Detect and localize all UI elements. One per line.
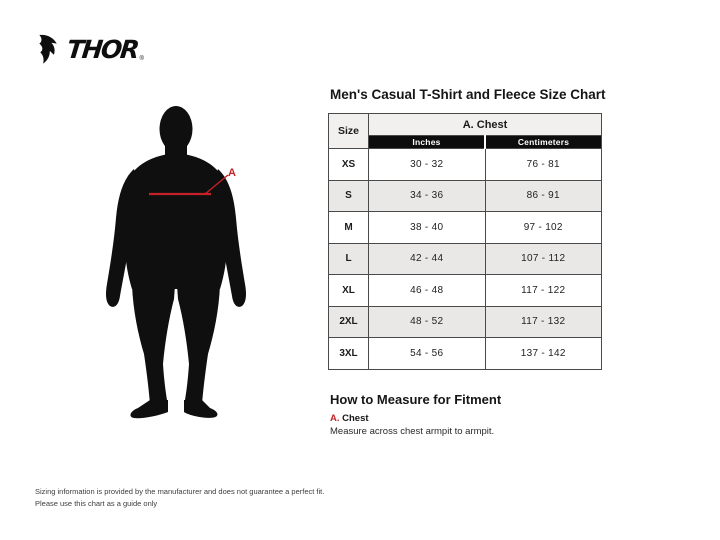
inches-cell: 34 - 36 — [369, 180, 486, 212]
cm-cell: 76 - 81 — [485, 149, 602, 181]
inches-cell: 30 - 32 — [369, 149, 486, 181]
inches-cell: 46 - 48 — [369, 275, 486, 307]
table-row-xs — [329, 149, 602, 181]
inches-cell: 54 - 56 — [369, 338, 486, 370]
size-cell: S — [329, 180, 369, 212]
size-column-header: Size — [329, 114, 369, 149]
measure-guide-item-chest — [330, 413, 494, 437]
size-chart-table — [328, 113, 602, 370]
measure-label-chest: Chest — [342, 413, 369, 424]
table-row-s — [329, 180, 602, 212]
chest-column-header: A. Chest — [369, 114, 602, 136]
table-header-row — [329, 114, 602, 136]
size-cell: XL — [329, 275, 369, 307]
disclaimer-line-1: Sizing information is provided by the manufacturer and does not guarantee a perfect fit. — [35, 487, 325, 496]
size-cell: XS — [329, 149, 369, 181]
cm-cell: 86 - 91 — [485, 180, 602, 212]
table-row-3xl — [329, 338, 602, 370]
table-row-xl — [329, 275, 602, 307]
measure-marker-a: A — [228, 167, 236, 179]
inches-cell: 48 - 52 — [369, 306, 486, 338]
registered-trademark-icon: ® — [139, 56, 144, 62]
size-cell: L — [329, 243, 369, 275]
cm-cell: 107 - 112 — [485, 243, 602, 275]
size-chart-title: Men's Casual T-Shirt and Fleece Size Chart — [330, 87, 606, 102]
unit-header-row — [329, 136, 602, 149]
centimeters-subheader: Centimeters — [485, 136, 602, 149]
inches-subheader: Inches — [369, 136, 486, 149]
disclaimer-line-2: Please use this chart as a guide only — [35, 498, 158, 508]
body-silhouette — [106, 106, 246, 418]
brand-logo-text: THOR — [65, 34, 140, 64]
cm-cell: 97 - 102 — [485, 212, 602, 244]
table-row-m — [329, 212, 602, 244]
measure-description: Measure across chest armpit to armpit. — [330, 426, 495, 437]
cm-cell: 117 - 132 — [485, 306, 602, 338]
size-cell: 3XL — [329, 338, 369, 370]
inches-cell: 42 - 44 — [369, 243, 486, 275]
measure-guide-heading: How to Measure for Fitment — [330, 392, 502, 407]
table-row-2xl — [329, 306, 602, 338]
table-row-l — [329, 243, 602, 275]
measure-key-a: A. — [330, 413, 340, 424]
size-cell: 2XL — [329, 306, 369, 338]
measure-item-title — [330, 413, 494, 424]
cm-cell: 117 - 122 — [485, 275, 602, 307]
brand-logo — [35, 34, 144, 64]
sizing-disclaimer — [35, 486, 324, 509]
size-cell: M — [329, 212, 369, 244]
male-silhouette-figure — [58, 96, 302, 428]
thor-horns-icon — [35, 34, 63, 64]
inches-cell: 38 - 40 — [369, 212, 486, 244]
cm-cell: 137 - 142 — [485, 338, 602, 370]
